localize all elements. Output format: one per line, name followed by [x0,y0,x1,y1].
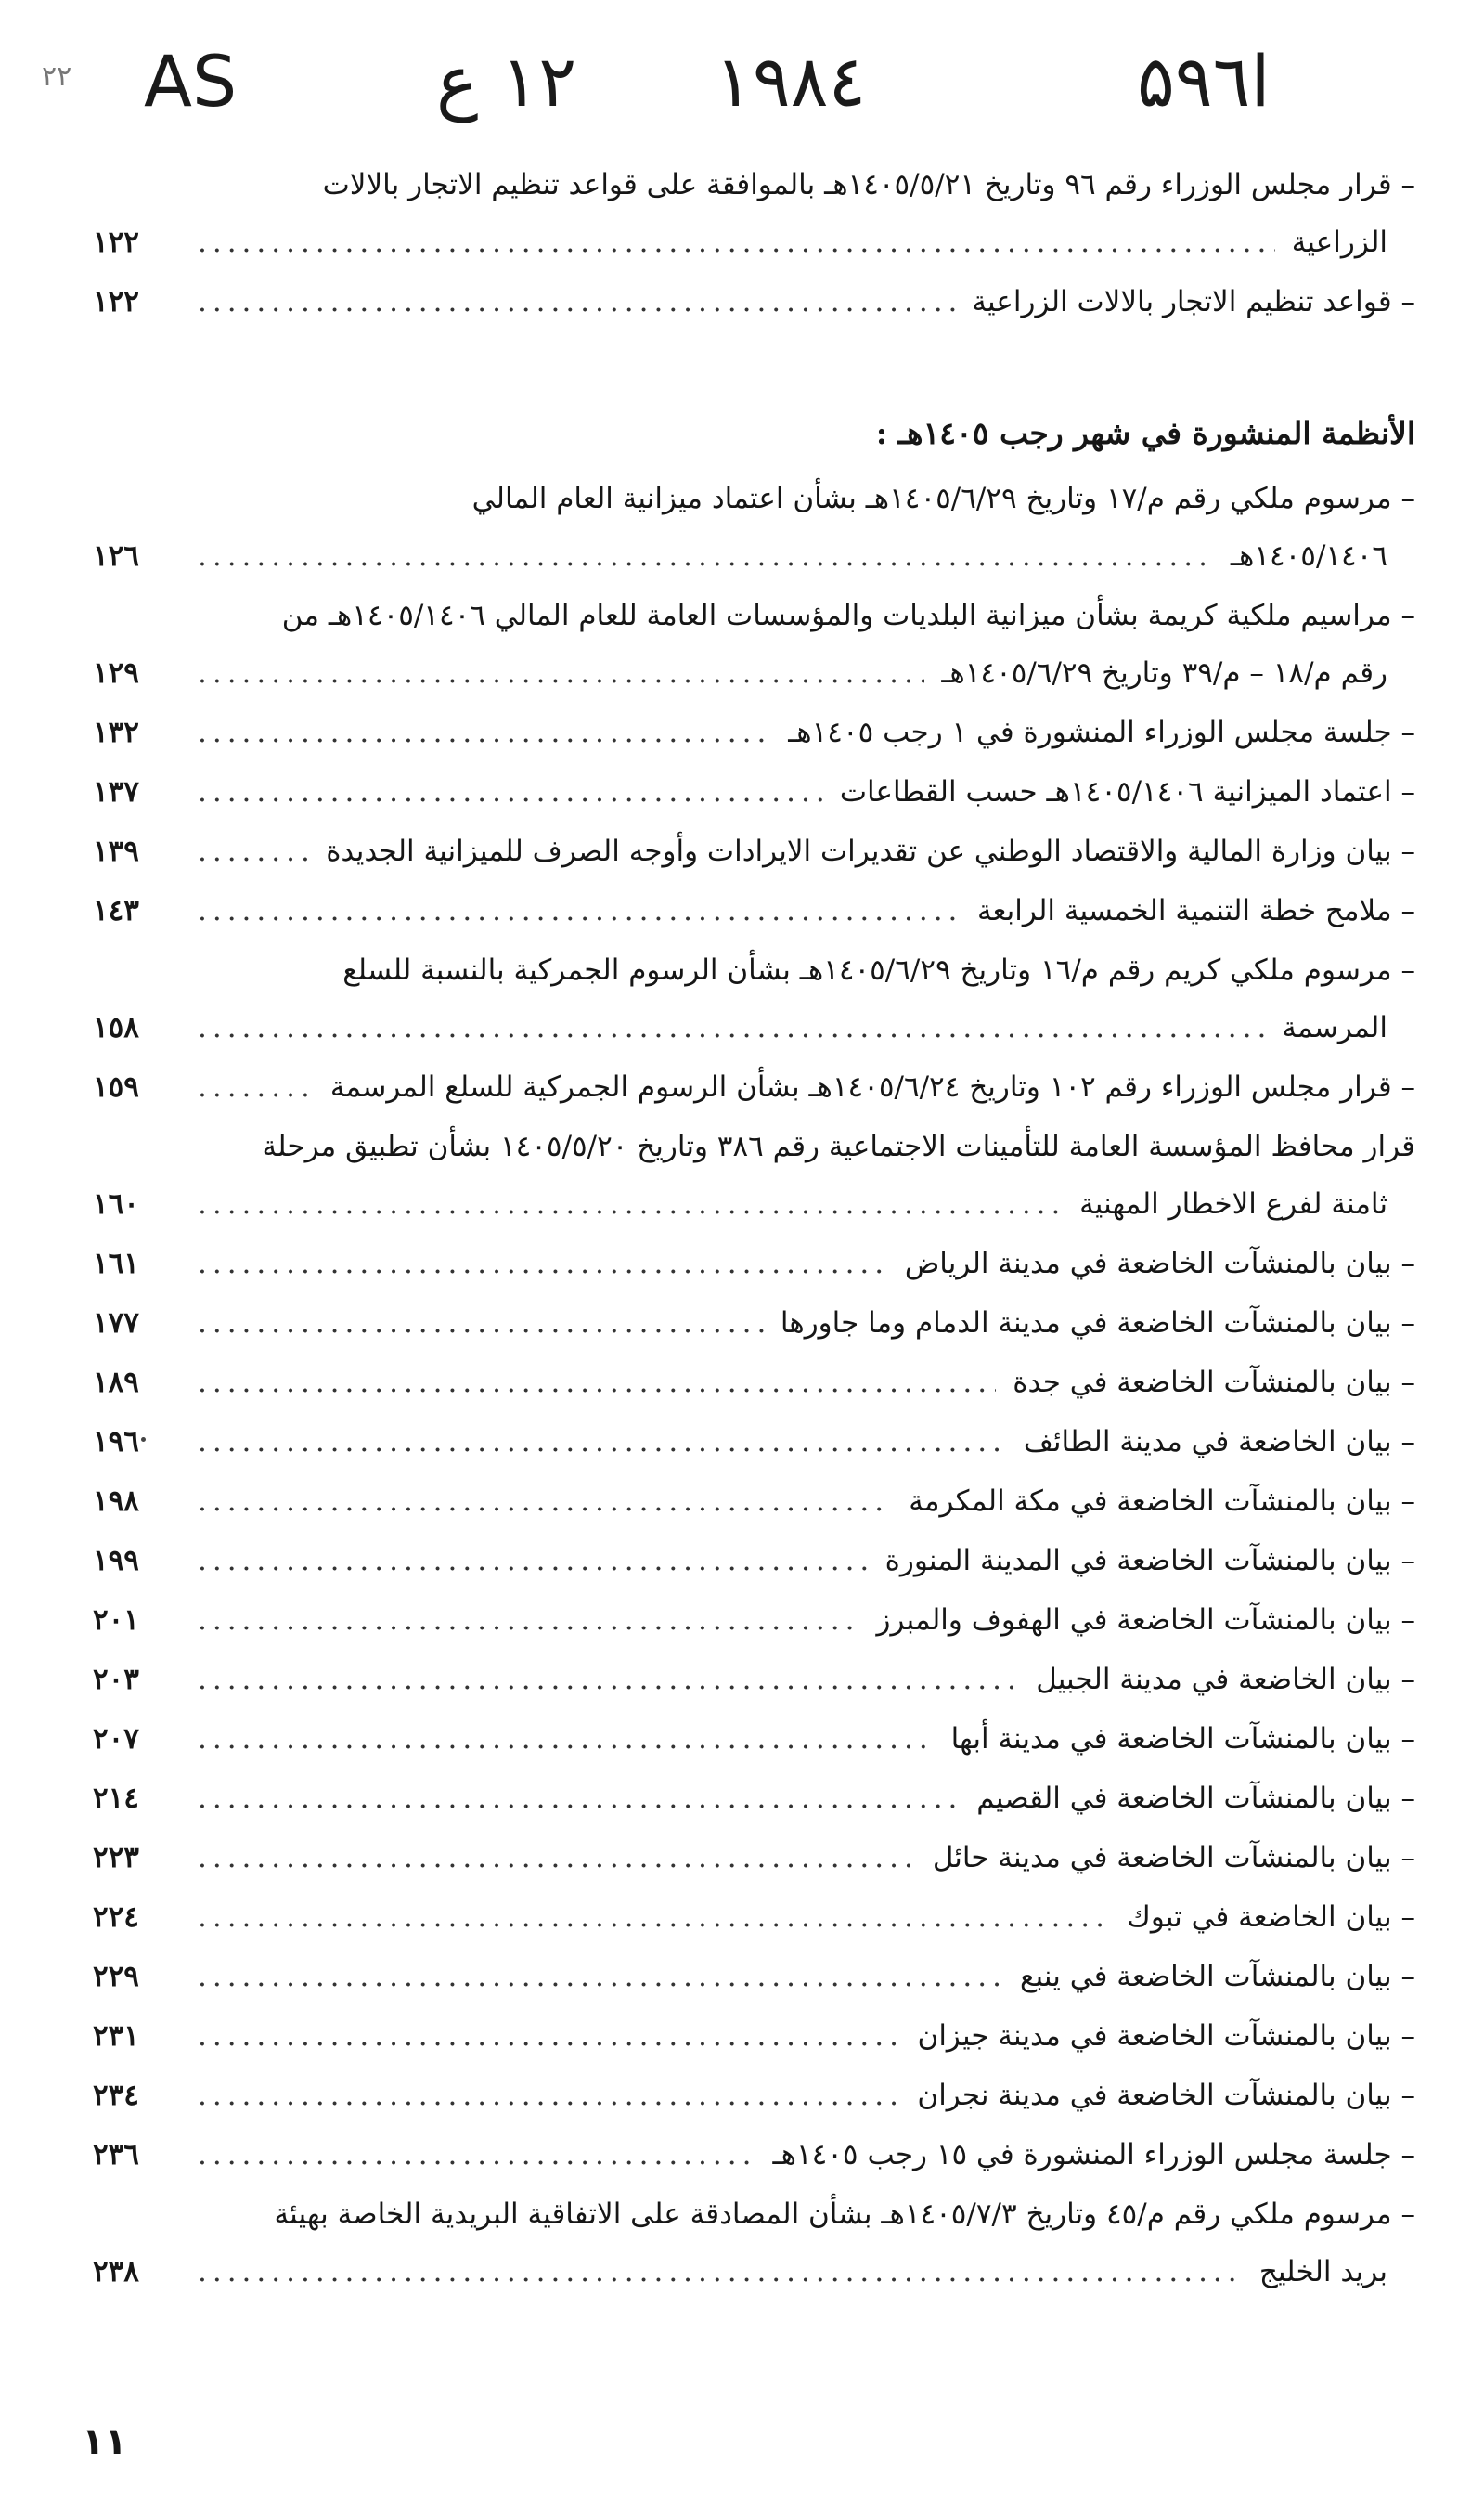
entry-final-line [93,1888,1415,1946]
index-entry [93,941,1415,1057]
dot-leader [198,2067,900,2124]
entry-title-text: الزراعية [1291,226,1387,259]
entry-page-number: ١٧٧ [93,1306,139,1340]
dot-leader [198,273,955,331]
index-entry [93,882,1415,940]
index-entry [93,2067,1415,2124]
entry-final-line [93,644,1415,702]
entry-text-line: قرار محافظ المؤسسة العامة للتأمينات الاجتماعية رقم ٣٨٦ وتاريخ ١٤٠٥/٥/٢٠ بشأن تطبيق مرحلة [262,1130,1415,1163]
dot-leader [198,2007,901,2065]
index-entry [93,704,1415,761]
entry-final-line [93,1591,1415,1649]
index-entry [93,1294,1415,1352]
index-entry [93,1413,1415,1471]
index-entry [93,1651,1415,1708]
index-entry [93,1354,1415,1411]
entry-page-number: ١٣٧ [93,775,139,809]
entry-title-text: ١٤٠٥/١٤٠٦هـ [1230,539,1387,573]
entry-title-text: – بيان الخاضعة في مدينة الطائف [1023,1425,1415,1458]
entry-title-text: – بيان بالمنشآت الخاضعة في مدينة حائل [932,1841,1415,1874]
index-entry [93,1472,1415,1530]
entry-page-number: ٢٣٦ [93,2138,139,2171]
index-entry [93,823,1415,880]
dot-leader [198,1948,1003,2005]
entry-final-line [93,1235,1415,1292]
index-entry [93,1532,1415,1589]
entry-page-number: ١٢٦ [93,539,139,573]
index-entry [93,1829,1415,1886]
entry-page-number: ٢٣١ [93,2019,139,2053]
entry-page-number: ١٦١ [93,1247,139,1280]
index-entry [93,1948,1415,2005]
entry-final-line [93,527,1415,585]
index-entry [93,2126,1415,2184]
entry-final-line [93,1175,1415,1233]
entry-page-number: ٢٢٤ [93,1900,139,1934]
handwritten-year: ١٩٨٤ [715,40,867,123]
dot-leader [198,823,309,880]
entry-final-line [93,273,1415,331]
section-heading: الأنظمة المنشورة في شهر رجب ١٤٠٥هـ : [875,415,1415,451]
handwritten-month-number: ١٢ [500,40,577,123]
entry-title-text: – قواعد تنظيم الاتجار بالالات الزراعية [972,285,1415,318]
dot-leader [198,1472,892,1530]
dot-leader [198,1294,764,1352]
entry-title-text: – بيان الخاضعة في تبوك [1127,1900,1415,1934]
dot-leader [198,1532,869,1589]
index-entry [93,587,1415,702]
entry-final-line [93,1710,1415,1768]
entry-title-text: – بيان الخاضعة في مدينة الجبيل [1036,1663,1415,1696]
entry-page-number: ٢٣٨ [93,2255,139,2288]
entry-title-text: ثامنة لفرع الاخطار المهنية [1079,1187,1387,1221]
dot-leader [198,644,924,702]
dot-leader [198,214,1275,271]
index-entry [93,1591,1415,1649]
index-entry [93,273,1415,331]
entry-title-text: – بيان بالمنشآت الخاضعة في ينبع [1020,1960,1415,1993]
entry-final-line [93,1770,1415,1827]
entry-final-line [93,1948,1415,2005]
entry-page-number: ١٩٦ [93,1425,139,1458]
entry-final-line [93,1354,1415,1411]
entry-final-line [93,1472,1415,1530]
entry-text-line: – قرار مجلس الوزراء رقم ٩٦ وتاريخ ١٤٠٥/٥/٢١هـ بالموافقة على قواعد تنظيم الاتجار بالالات [322,168,1415,201]
entry-text-line: – مرسوم ملكي رقم م/٤٥ وتاريخ ١٤٠٥/٧/٣هـ بشأن المصادقة على الاتفاقية البريدية الخاصة بهيئة [274,2197,1415,2231]
dot-leader [198,1235,888,1292]
entry-final-line [93,823,1415,880]
dot-leader [198,1829,916,1886]
entry-final-line [93,2126,1415,2184]
dot-leader [198,1058,314,1116]
entry-page-number: ٢٠٣ [93,1663,139,1696]
index-entry [93,2185,1415,2301]
entry-final-line [93,1829,1415,1886]
dot-leader [198,1770,960,1827]
entry-final-line [93,763,1415,821]
entry-final-line [93,2067,1415,2124]
index-entry [93,470,1415,585]
entry-page-number: ٢٣٤ [93,2079,139,2112]
entry-final-line [93,704,1415,761]
entry-final-line [93,1294,1415,1352]
entry-text-line: – مرسوم ملكي كريم رقم م/١٦ وتاريخ ١٤٠٥/٦/٢٩هـ بشأن الرسوم الجمركية بالنسبة للسلع [342,953,1415,987]
entry-title-text: – جلسة مجلس الوزراء المنشورة في ١٥ رجب ١٤٠٥هـ [772,2138,1415,2171]
entry-page-number: ١٩٨ [93,1484,139,1518]
index-entry [93,1118,1415,1233]
entry-page-number: ١٨٩ [93,1366,139,1399]
index-entry [93,1058,1415,1116]
dot-leader [198,1354,996,1411]
dot-leader [198,1888,1110,1946]
entry-text-line: – مراسيم ملكية كريمة بشأن ميزانية البلديات والمؤسسات العامة للعام المالي ١٤٠٥/١٤٠٦هـ من [281,599,1415,632]
page-number: ١١ [82,2420,127,2463]
handwritten-code: AS [144,40,238,123]
entry-title-text: – بيان بالمنشآت الخاضعة في الهفوف والمبرز [876,1603,1415,1637]
entry-page-number: ١٣٩ [93,835,139,868]
entry-title-text: – بيان بالمنشآت الخاضعة في مدينة نجران [917,2079,1415,2112]
entry-page-number: ١٢٢ [93,226,139,259]
dot-leader [198,1175,1063,1233]
entry-page-number: ٢١٤ [93,1782,139,1815]
entry-title-text: – بيان بالمنشآت الخاضعة في مدينة الدمام وما جاورها [780,1306,1415,1340]
entry-final-line [93,882,1415,940]
dot-leader [198,1591,859,1649]
scan-speck [141,1437,146,1442]
dot-leader [198,704,771,761]
entry-title-text: المرسمة [1282,1011,1387,1044]
entry-final-line [93,999,1415,1057]
index-entry [93,1770,1415,1827]
dot-leader [198,527,1214,585]
index-entry [93,2007,1415,2065]
handwritten-corner-mark: ٢٢ [42,60,72,93]
entry-page-number: ٢٢٩ [93,1960,139,1993]
entry-title-text: – بيان بالمنشآت الخاضعة في مدينة جيزان [917,2019,1415,2053]
entry-final-line [93,1651,1415,1708]
handwritten-month-label: ع [436,40,479,123]
entry-page-number: ٢٠٧ [93,1722,139,1756]
entry-final-line [93,1413,1415,1471]
entry-final-line [93,1058,1415,1116]
index-entry [93,1888,1415,1946]
dot-leader [198,1413,1007,1471]
dot-leader [198,763,823,821]
dot-leader [198,2126,756,2184]
entry-page-number: ١٦٠ [93,1187,139,1221]
entry-title-text: – اعتماد الميزانية ١٤٠٥/١٤٠٦هـ حسب القطاعات [839,775,1415,809]
index-entry [93,763,1415,821]
entry-title-text: – جلسة مجلس الوزراء المنشورة في ١ رجب ١٤٠٥هـ [788,716,1415,749]
entry-title-text: – ملامح خطة التنمية الخمسية الرابعة [977,894,1415,927]
entry-page-number: ١٥٨ [93,1011,139,1044]
entry-final-line [93,214,1415,271]
entry-final-line [93,2007,1415,2065]
dot-leader [198,2243,1243,2301]
dot-leader [198,999,1265,1057]
entry-page-number: ١٤٣ [93,894,139,927]
handwritten-month [436,37,576,125]
handwritten-reference-number: ا۵٩٦ [1137,40,1271,123]
index-entry [93,1235,1415,1292]
entry-title-text: – بيان بالمنشآت الخاضعة في المدينة المنورة [884,1544,1415,1577]
entry-final-line [93,1532,1415,1589]
entry-page-number: ١٢٢ [93,285,139,318]
entry-page-number: ١٥٩ [93,1070,139,1104]
entry-title-text: رقم م/١٨ – م/٣٩ وتاريخ ١٤٠٥/٦/٢٩هـ [941,656,1387,690]
dot-leader [198,1710,935,1768]
entry-page-number: ١٣٢ [93,716,139,749]
entry-page-number: ١٢٩ [93,656,139,690]
entry-final-line [93,2243,1415,2301]
entry-title-text: – بيان بالمنشآت الخاضعة في جدة [1013,1366,1415,1399]
entry-title-text: بريد الخليج [1258,2255,1387,2288]
entry-title-text: – قرار مجلس الوزراء رقم ١٠٢ وتاريخ ١٤٠٥/٦/٢٤هـ بشأن الرسوم الجمركية للسلع المرسمة [329,1070,1415,1104]
entry-title-text: – بيان بالمنشآت الخاضعة في مدينة أبها [950,1722,1415,1756]
index-entry [93,156,1415,271]
entry-title-text: – بيان بالمنشآت الخاضعة في القصيم [976,1782,1415,1815]
entry-title-text: – بيان بالمنشآت الخاضعة في مكة المكرمة [909,1484,1415,1518]
dot-leader [198,1651,1019,1708]
entry-title-text: – بيان وزارة المالية والاقتصاد الوطني عن تقديرات الايرادات وأوجه الصرف للميزانية الجديدة [326,835,1415,868]
entry-title-text: – بيان بالمنشآت الخاضعة في مدينة الرياض [904,1247,1415,1280]
dot-leader [198,882,961,940]
entry-page-number: ١٩٩ [93,1544,139,1577]
entry-text-line: – مرسوم ملكي رقم م/١٧ وتاريخ ١٤٠٥/٦/٢٩هـ بشأن اعتماد ميزانية العام المالي [471,482,1415,515]
entry-page-number: ٢٢٣ [93,1841,139,1874]
entry-page-number: ٢٠١ [93,1603,139,1637]
index-entry [93,1710,1415,1768]
